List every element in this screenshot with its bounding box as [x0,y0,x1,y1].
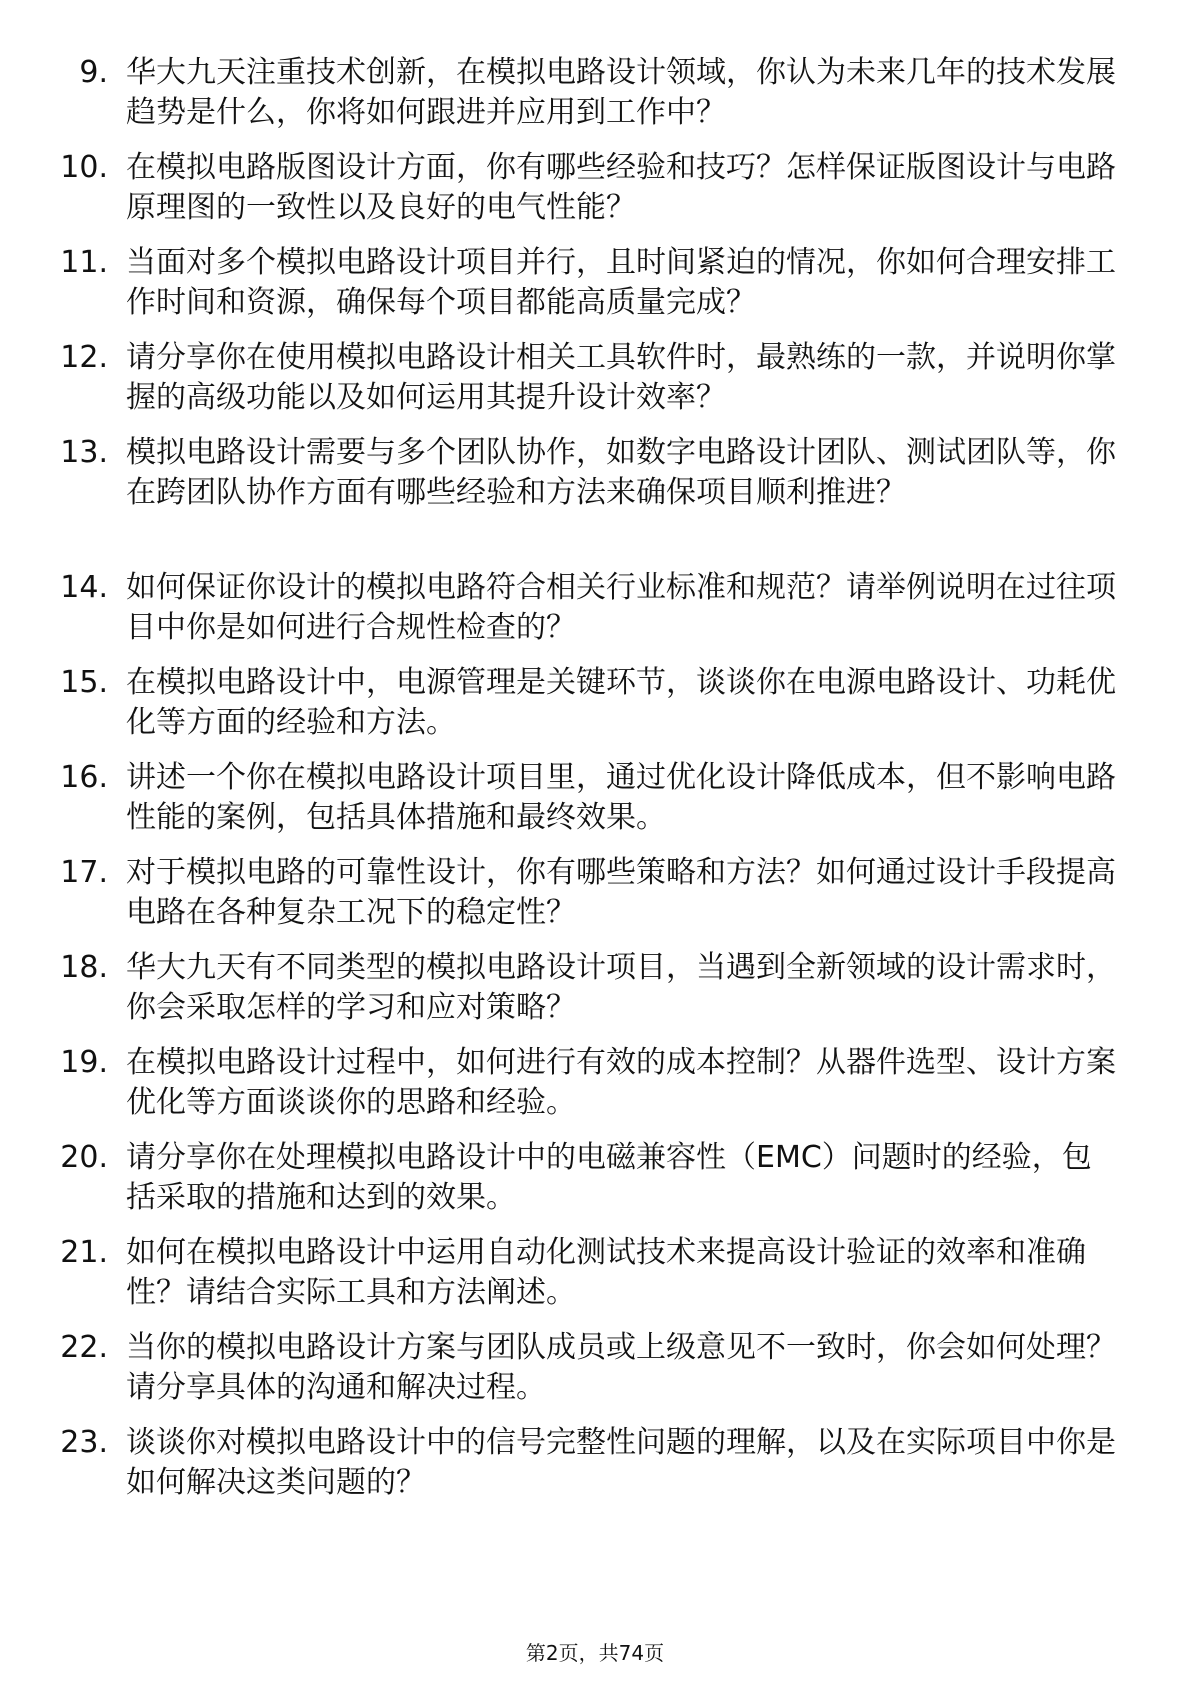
question-number: 15. [60,665,108,700]
question-number: 19. [60,1045,108,1080]
question-number: 21. [60,1235,108,1270]
question-number: 23. [60,1425,108,1460]
question-text: 如何保证你设计的模拟电路符合相关行业标准和规范？请举例说明在过往项目中你是如何进行合规性检查的？ [126,570,1116,645]
question-text: 请分享你在处理模拟电路设计中的电磁兼容性（EMC）问题时的经验，包括采取的措施和达到的效果。 [126,1140,1092,1215]
question-text: 对于模拟电路的可靠性设计，你有哪些策略和方法？如何通过设计手段提高电路在各种复杂工况下的稳定性？ [126,855,1116,930]
question-text: 讲述一个你在模拟电路设计项目里，通过优化设计降低成本，但不影响电路性能的案例，包括具体措施和最终效果。 [126,760,1116,835]
question-text: 当你的模拟电路设计方案与团队成员或上级意见不一致时，你会如何处理？请分享具体的沟通和解决过程。 [126,1330,1116,1405]
question-text: 请分享你在使用模拟电路设计相关工具软件时，最熟练的一款，并说明你掌握的高级功能以及如何运用其提升设计效率？ [126,340,1116,415]
question-text: 模拟电路设计需要与多个团队协作，如数字电路设计团队、测试团队等，你在跨团队协作方面有哪些经验和方法来确保项目顺利推进？ [126,435,1116,510]
question-text: 谈谈你对模拟电路设计中的信号完整性问题的理解，以及在实际项目中你是如何解决这类问题的？ [126,1425,1116,1500]
question-number: 10. [60,150,108,185]
question-text: 华大九天有不同类型的模拟电路设计项目，当遇到全新领域的设计需求时，你会采取怎样的学习和应对策略？ [126,950,1116,1025]
question-number: 22. [60,1330,108,1365]
question-text: 在模拟电路版图设计方面，你有哪些经验和技巧？怎样保证版图设计与电路原理图的一致性以及良好的电气性能？ [126,150,1116,225]
question-text: 在模拟电路设计中，电源管理是关键环节，谈谈你在电源电路设计、功耗优化等方面的经验和方法。 [126,665,1116,740]
question-number: 16. [60,760,108,795]
question-number: 17. [60,855,108,890]
question-text: 如何在模拟电路设计中运用自动化测试技术来提高设计验证的效率和准确性？请结合实际工具和方法阐述。 [126,1235,1086,1310]
question-number: 12. [60,340,108,375]
question-number: 9. [79,55,108,90]
question-number: 11. [60,245,108,280]
question-number: 14. [60,570,108,605]
question-text: 华大九天注重技术创新，在模拟电路设计领域，你认为未来几年的技术发展趋势是什么，你将如何跟进并应用到工作中？ [126,55,1116,130]
question-text: 在模拟电路设计过程中，如何进行有效的成本控制？从器件选型、设计方案优化等方面谈谈你的思路和经验。 [126,1045,1116,1120]
question-number: 18. [60,950,108,985]
question-text: 当面对多个模拟电路设计项目并行，且时间紧迫的情况，你如何合理安排工作时间和资源，确保每个项目都能高质量完成？ [126,245,1116,320]
question-number: 20. [60,1140,108,1175]
question-number: 13. [60,435,108,470]
page-number-footer: 第2页，共74页 [525,1641,665,1665]
